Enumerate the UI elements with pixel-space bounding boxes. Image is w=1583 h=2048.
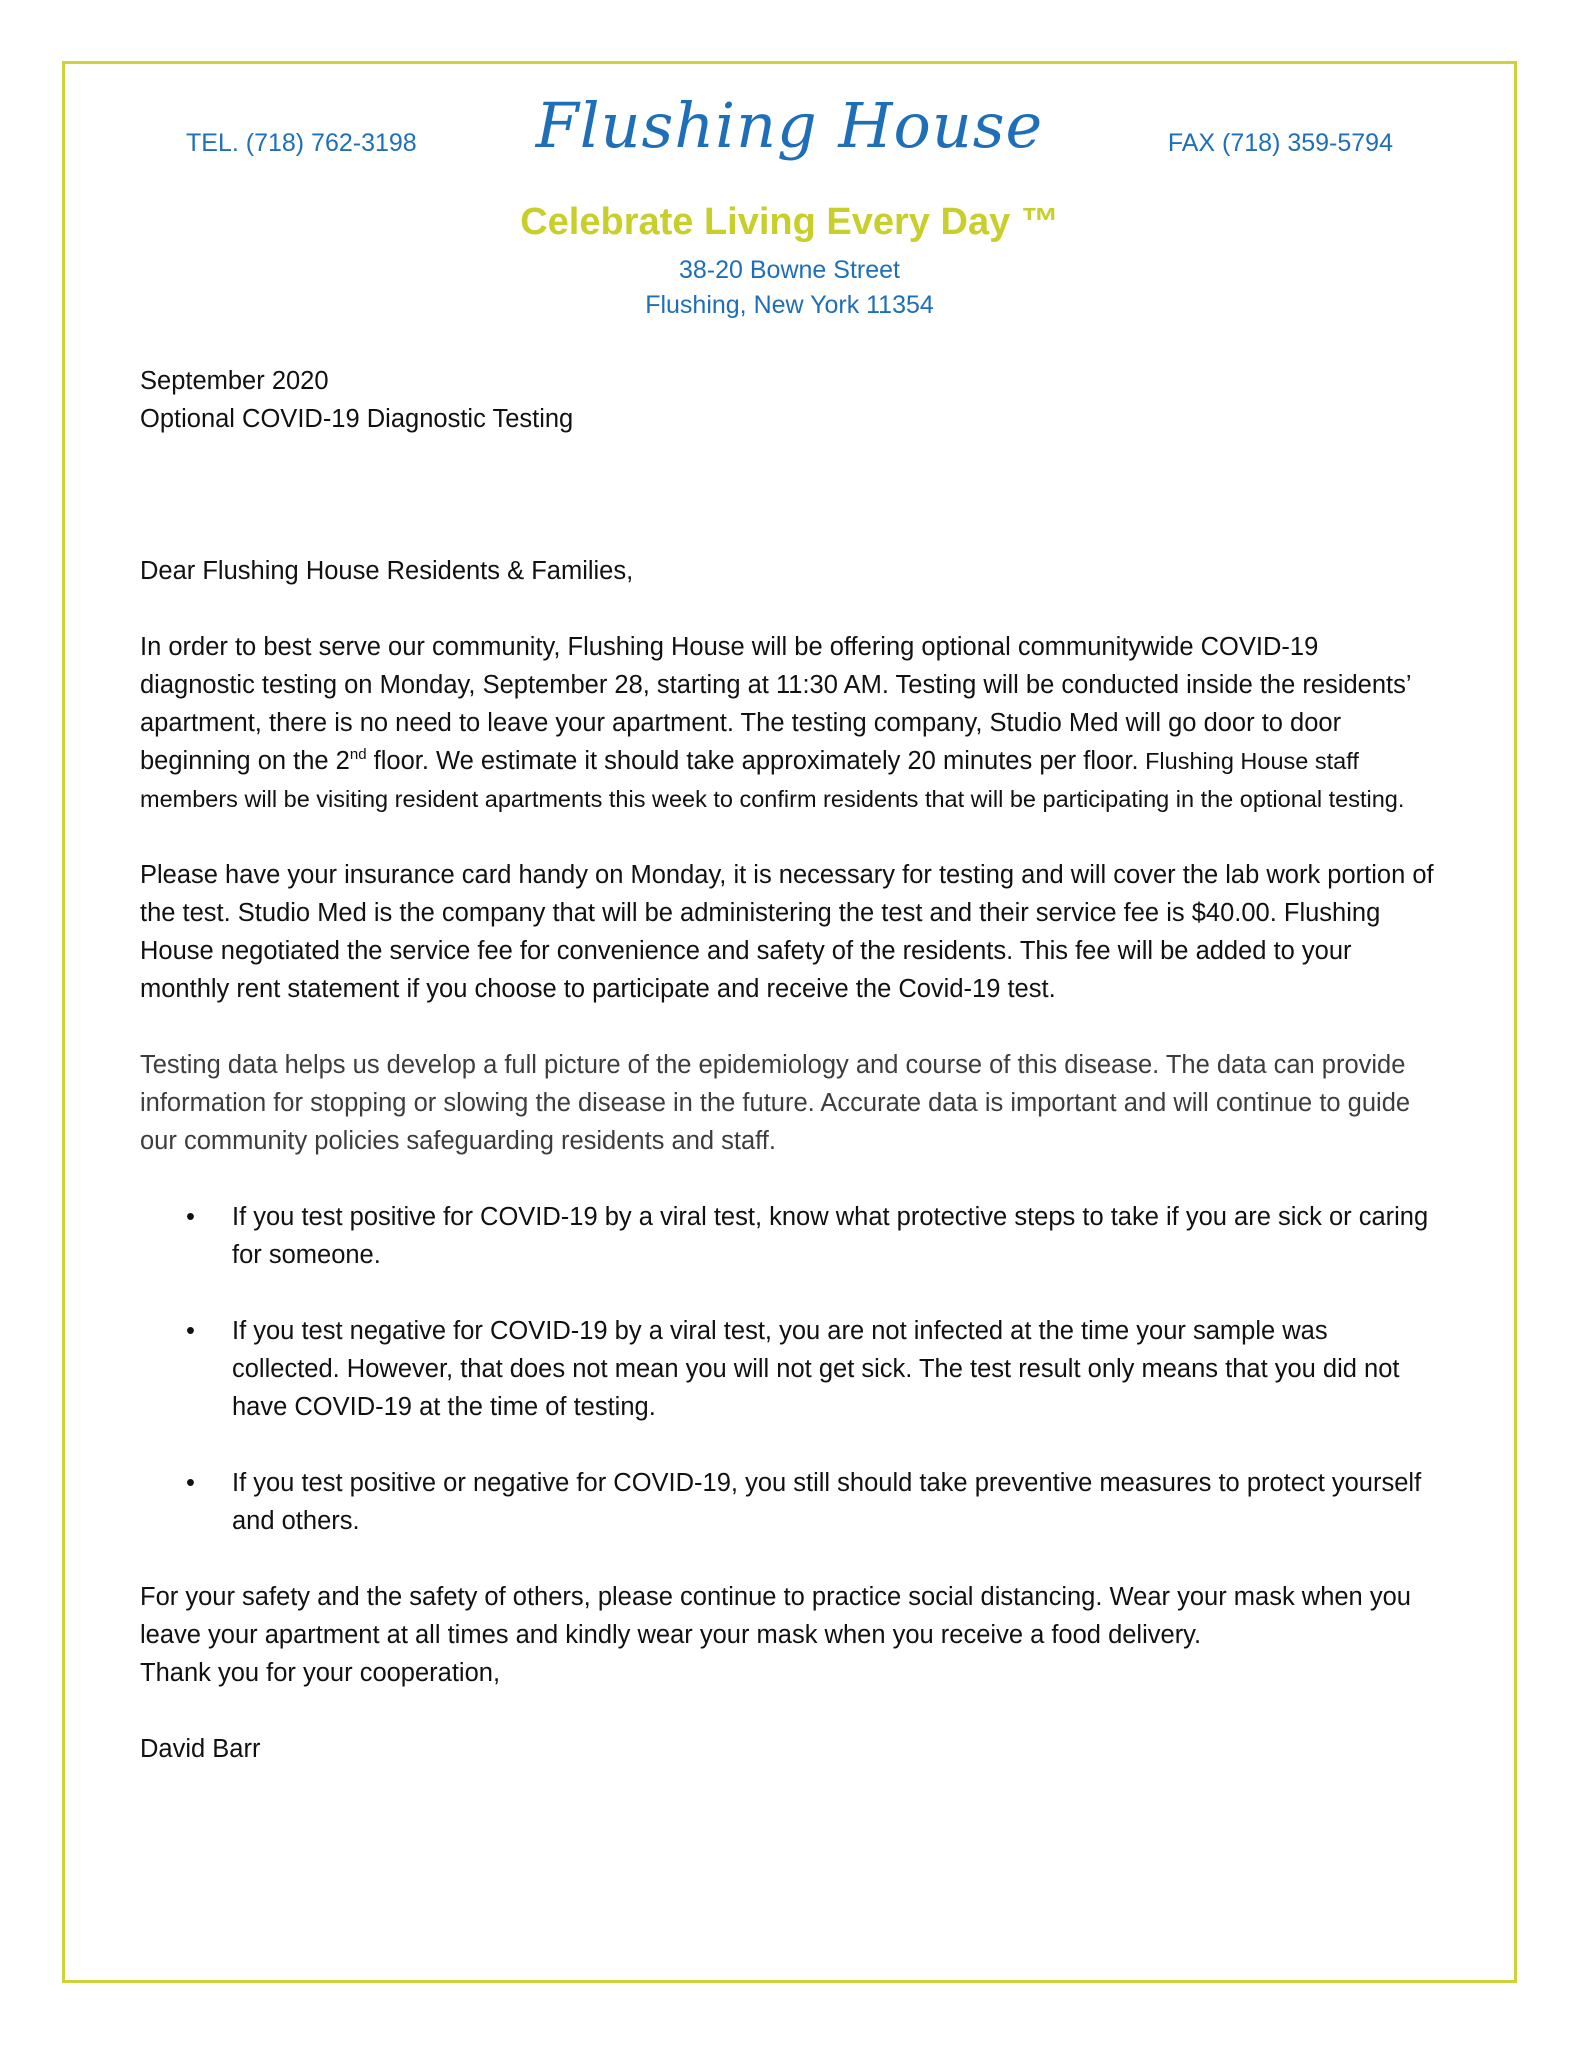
list-item-text: If you test positive for COVID-19 by a viral test, know what protective steps to take if you are sick or caring for someone. — [232, 1203, 1429, 1269]
letter-body — [140, 362, 1440, 1768]
paragraph-testing-info — [140, 628, 1440, 818]
paragraph-testing-info-main: In order to best serve our community, Flushing House will be offering optional communitywide COVID-19 diagnostic testing on Monday, September 28, starting at 11:30 AM. Testing will be conducted inside the residents’ apartment, there is no need to leave your apartment. The testing company, Studio Med will go door to door beginning on the 2 — [140, 633, 1411, 775]
list-item-text: If you test positive or negative for COVID-19, you still should take preventive measures to protect yourself and others. — [232, 1469, 1422, 1535]
company-logo: Flushing House — [535, 89, 1044, 162]
tagline: Celebrate Living Every Day ™ — [520, 201, 1059, 243]
paragraph-testing-info-note: Flushing House staff members will be visiting resident apartments this week to confirm residents that will be participating in the optional testing. — [140, 748, 1405, 812]
paragraph-safety: For your safety and the safety of others, please continue to practice social distancing. Wear your mask when you leave your apartment at all times and kindly wear your mask when you receive a food delivery. — [140, 1583, 1411, 1649]
letterhead — [62, 61, 1517, 341]
paragraph-testing-info-cont: floor. We estimate it should take approximately 20 minutes per floor. — [366, 747, 1139, 775]
closing: Thank you for your cooperation, — [140, 1659, 501, 1687]
address-city: Flushing, New York 11354 — [645, 291, 934, 319]
salutation: Dear Flushing House Residents & Families, — [140, 557, 634, 585]
list-item-text: If you test negative for COVID-19 by a viral test, you are not infected at the time your sample was collected. However, that does not mean you will not get sick. The test result only means that you did not have COVID-19 at the time of testing. — [232, 1317, 1400, 1421]
list-item — [140, 1198, 1440, 1274]
telephone-number: TEL. (718) 762-3198 — [186, 129, 417, 157]
bullet-list — [140, 1198, 1440, 1540]
bullet-icon: • — [186, 1317, 195, 1345]
address-street: 38-20 Bowne Street — [679, 256, 900, 284]
bullet-icon: • — [186, 1203, 195, 1231]
list-item — [140, 1312, 1440, 1426]
letter-date: September 2020 — [140, 367, 329, 395]
paragraph-testing-data: Testing data helps us develop a full picture of the epidemiology and course of this disease. The data can provide information for stopping or slowing the disease in the future. Accurate data is important and will continue to guide our community policies safeguarding residents and staff. — [140, 1051, 1411, 1155]
paragraph-insurance: Please have your insurance card handy on Monday, it is necessary for testing and will cover the lab work portion of the test. Studio Med is the company that will be administering the test and their service fee is $40.00. Flushing House negotiated the service fee for convenience and safety of the residents. This fee will be added to your monthly rent statement if you choose to participate and receive the Covid-19 test. — [140, 861, 1434, 1003]
signature: David Barr — [140, 1735, 261, 1763]
ordinal-suffix: nd — [349, 746, 367, 763]
list-item — [140, 1464, 1440, 1540]
bullet-icon: • — [186, 1469, 195, 1497]
letter-subject: Optional COVID-19 Diagnostic Testing — [140, 405, 574, 433]
fax-number: FAX (718) 359-5794 — [1167, 129, 1393, 157]
